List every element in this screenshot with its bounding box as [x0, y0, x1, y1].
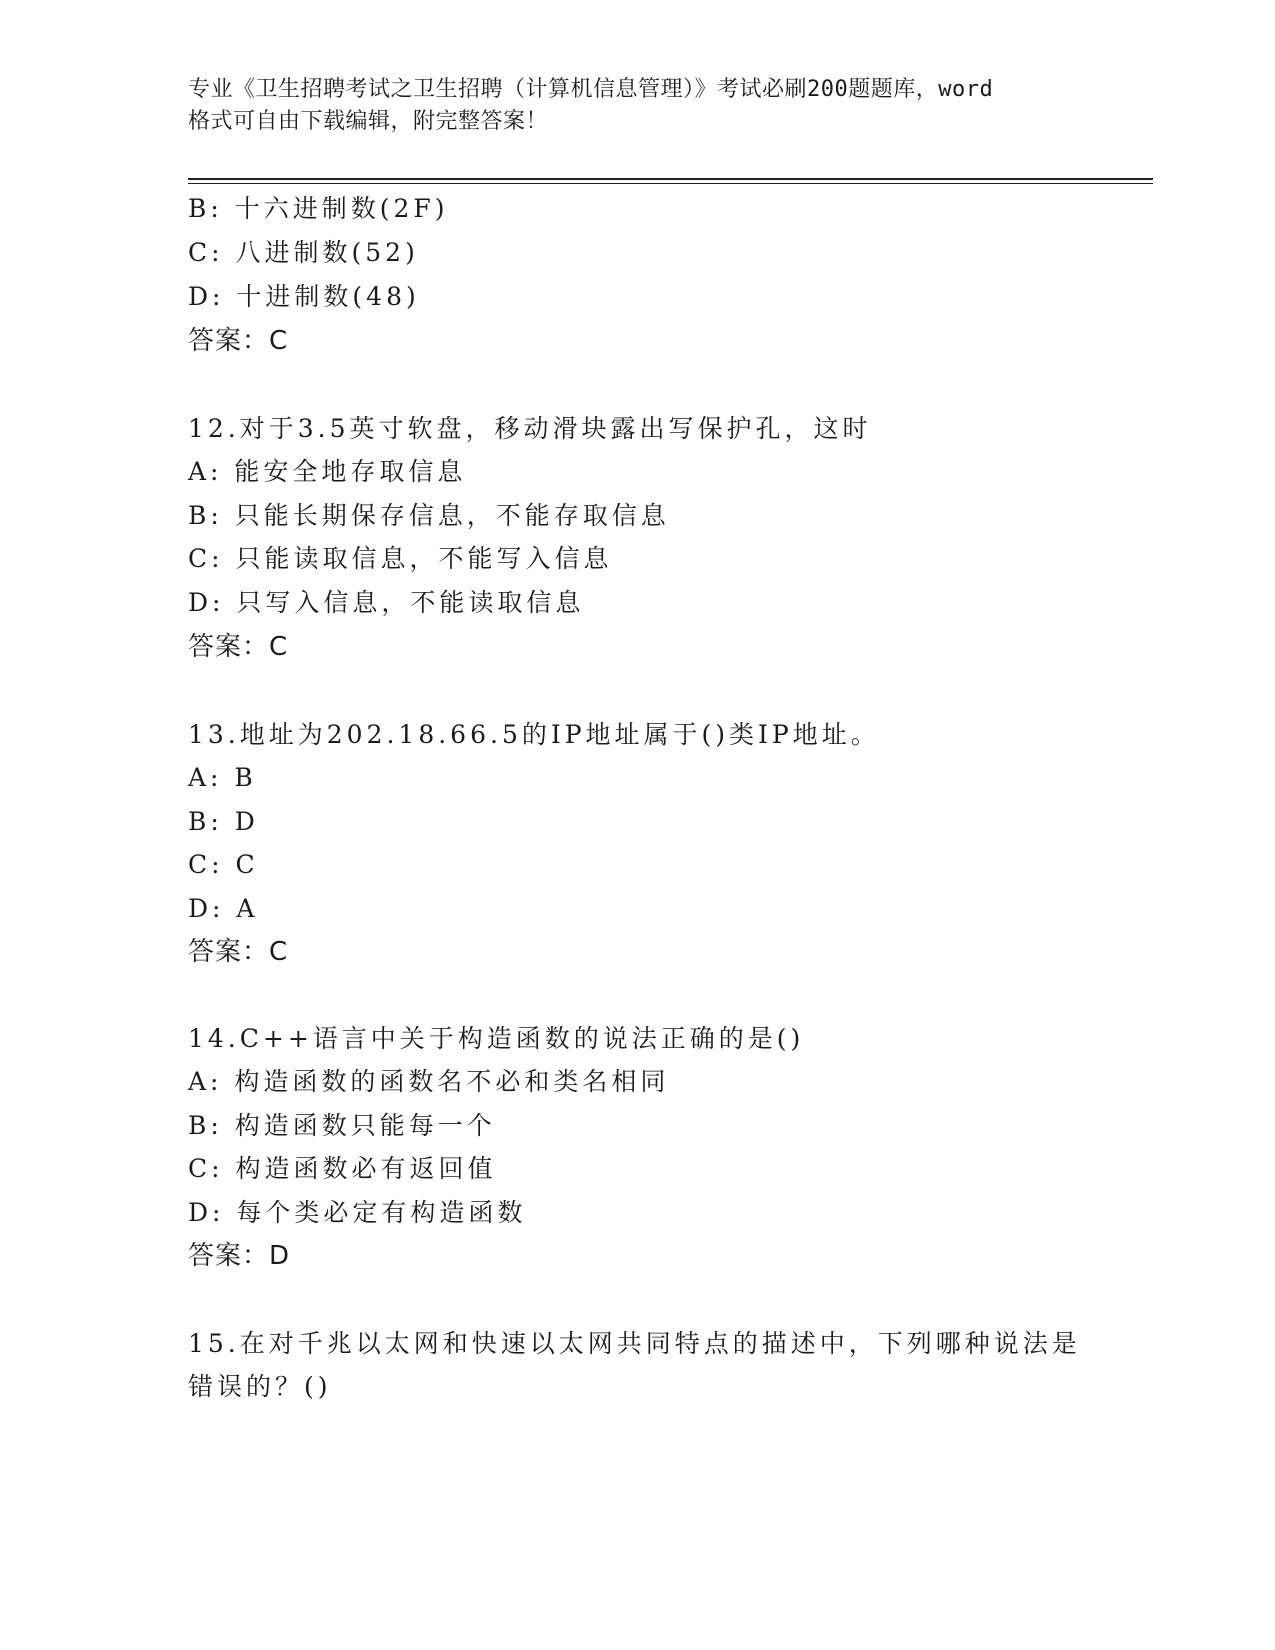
q14-option-c: C: 构造函数必有返回值: [188, 1154, 497, 1183]
q11-option-d: D: 十进制数(48): [188, 282, 420, 311]
q12-option-b: B: 只能长期保存信息，不能存取信息: [188, 501, 670, 530]
q15-stem-line-1: 15.在对千兆以太网和快速以太网共同特点的描述中，下列哪种说法是: [188, 1329, 1081, 1358]
q12-option-a: A: 能安全地存取信息: [188, 457, 467, 486]
q14-stem: 14.C++语言中关于构造函数的说法正确的是(): [188, 1024, 805, 1053]
q13-option-b: B: D: [188, 807, 259, 836]
q14-option-d: D: 每个类必定有构造函数: [188, 1198, 527, 1227]
header-divider-thin: [188, 183, 1153, 184]
q13-stem: 13.地址为202.18.66.5的IP地址属于()类IP地址。: [188, 720, 880, 749]
q12-option-d: D: 只写入信息，不能读取信息: [188, 588, 585, 617]
q12-stem: 12.对于3.5英寸软盘，移动滑块露出写保护孔，这时: [188, 414, 872, 443]
q11-option-b: B: 十六进制数(2F): [188, 194, 449, 223]
q13-option-d: D: A: [188, 894, 259, 923]
q15-stem-line-2: 错误的？(): [188, 1372, 332, 1401]
q13-option-a: A: B: [188, 763, 257, 792]
header-divider-thick: [188, 178, 1153, 180]
q13-answer: 答案：C: [188, 937, 289, 967]
q12-answer: 答案：C: [188, 632, 289, 662]
document-header: [188, 74, 1088, 138]
q12-option-c: C: 只能读取信息，不能写入信息: [188, 544, 613, 573]
q14-option-b: B: 构造函数只能每一个: [188, 1111, 496, 1140]
q11-option-c: C: 八进制数(52): [188, 238, 419, 267]
q14-option-a: A: 构造函数的函数名不必和类名相同: [188, 1067, 670, 1096]
header-line-1: 专业《卫生招聘考试之卫生招聘（计算机信息管理）》考试必刷200题题库，word: [188, 77, 994, 102]
q13-option-c: C: C: [188, 850, 259, 879]
q14-answer: 答案：D: [188, 1241, 291, 1271]
header-line-2: 格式可自由下载编辑，附完整答案！: [188, 109, 549, 134]
q11-answer: 答案：C: [188, 326, 289, 356]
